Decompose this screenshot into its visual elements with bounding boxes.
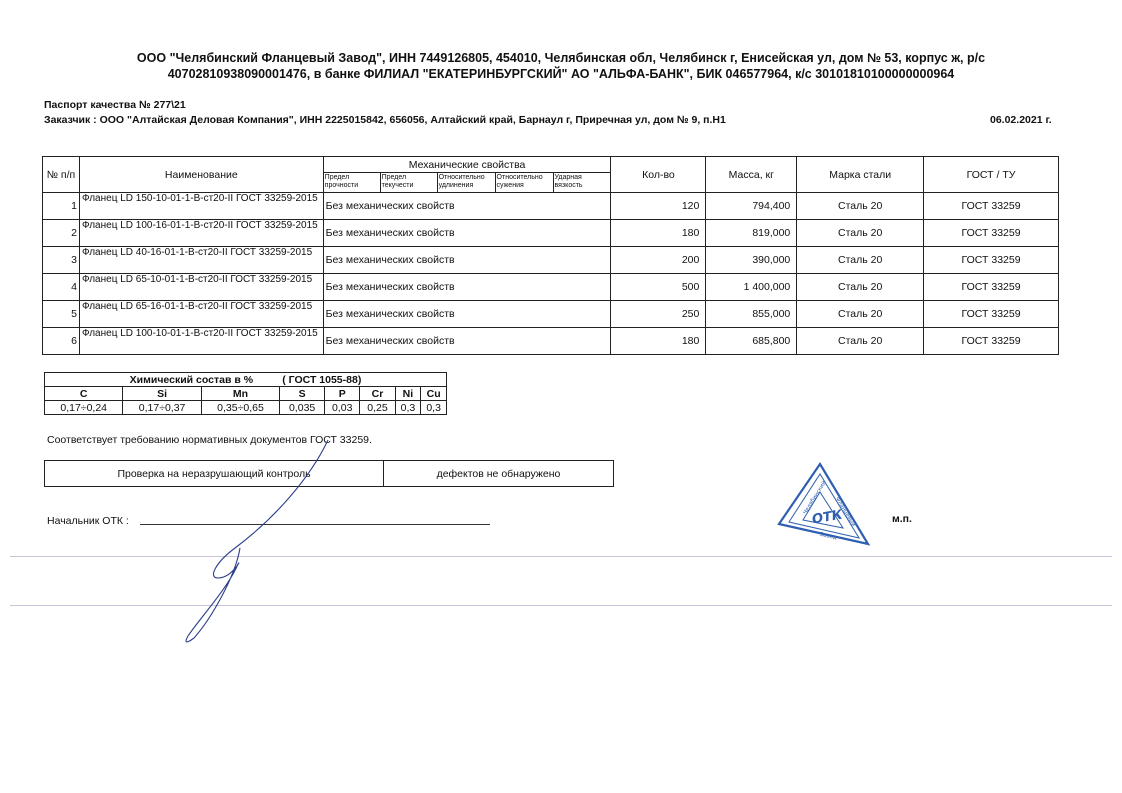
header-mech-sub: Предел текучести [380,173,437,193]
chief-label: Начальник ОТК : [47,515,129,527]
row-mass: 794,400 [706,193,797,220]
element-cr: Cr [360,387,395,401]
row-qty: 120 [611,193,706,220]
row-props: Без механических свойств [323,274,611,301]
row-qty: 180 [611,220,706,247]
row-num: 6 [43,328,80,355]
row-props: Без механических свойств [323,328,611,355]
row-props: Без механических свойств [323,220,611,247]
row-steel: Сталь 20 [797,328,924,355]
stamp-right-text: Фланцевый [833,496,857,528]
header-mech: Механические свойства [323,157,611,173]
header-mech-sub: Относительно удлинения [437,173,495,193]
value-p: 0,03 [325,401,360,415]
value-c: 0,17÷0,24 [45,401,123,415]
stamp-bottom-text: Завод [819,531,838,542]
header-mech-sub: Ударная вязкость [553,173,611,193]
row-gost: ГОСТ 33259 [924,328,1059,355]
row-steel: Сталь 20 [797,247,924,274]
chemistry-title: Химический состав в % ( ГОСТ 1055-88) [45,373,447,387]
element-cu: Cu [421,387,447,401]
row-mass: 685,800 [706,328,797,355]
header-steel: Марка стали [797,157,924,193]
row-props: Без механических свойств [323,193,611,220]
row-name: Фланец LD 100-10-01-1-В-ст20-II ГОСТ 33259-2015 [79,328,323,355]
row-gost: ГОСТ 33259 [924,274,1059,301]
row-gost: ГОСТ 33259 [924,220,1059,247]
row-props: Без механических свойств [323,301,611,328]
row-name: Фланец LD 40-16-01-1-В-ст20-II ГОСТ 33259-2015 [79,247,323,274]
value-ni: 0,3 [395,401,421,415]
row-steel: Сталь 20 [797,220,924,247]
otk-stamp [776,460,872,552]
row-steel: Сталь 20 [797,193,924,220]
header-name: Наименование [79,157,323,193]
row-name: Фланец LD 100-16-01-1-В-ст20-II ГОСТ 33259-2015 [79,220,323,247]
row-gost: ГОСТ 33259 [924,193,1059,220]
table-row [43,220,1059,247]
header-mech-sub: Предел прочности [323,173,380,193]
element-c: C [45,387,123,401]
row-name: Фланец LD 150-10-01-1-В-ст20-II ГОСТ 33259-2015 [79,193,323,220]
value-mn: 0,35÷0,65 [201,401,279,415]
stamp-place-label: м.п. [892,513,912,525]
ndt-result: дефектов не обнаружено [384,461,614,487]
table-row [43,328,1059,355]
row-qty: 500 [611,274,706,301]
header-num: № п/п [43,157,80,193]
divider-line [10,605,1112,606]
row-mass: 819,000 [706,220,797,247]
row-num: 1 [43,193,80,220]
row-qty: 200 [611,247,706,274]
row-props: Без механических свойств [323,247,611,274]
row-gost: ГОСТ 33259 [924,301,1059,328]
row-mass: 1 400,000 [706,274,797,301]
row-qty: 250 [611,301,706,328]
row-mass: 855,000 [706,301,797,328]
row-gost: ГОСТ 33259 [924,247,1059,274]
value-si: 0,17÷0,37 [123,401,201,415]
element-mn: Mn [201,387,279,401]
table-row [43,274,1059,301]
row-num: 3 [43,247,80,274]
table-row [43,301,1059,328]
stamp-center-text: ОТК [810,507,844,528]
table-row [43,247,1059,274]
document-date: 06.02.2021 г. [990,114,1052,126]
company-header [60,50,1062,82]
company-header-line1: ООО "Челябинский Фланцевый Завод", ИНН 7449126805, 454010, Челябинская обл, Челябинск г, Енисейская ул, дом № 53, корпус ж, р/с [136,51,986,65]
value-cu: 0,3 [421,401,447,415]
row-qty: 180 [611,328,706,355]
value-cr: 0,25 [360,401,395,415]
header-mass: Масса, кг [706,157,797,193]
table-row [43,193,1059,220]
chemistry-table [44,372,447,415]
row-num: 2 [43,220,80,247]
header-qty: Кол-во [611,157,706,193]
ndt-label: Проверка на неразрушающий контроль [45,461,384,487]
row-name: Фланец LD 65-16-01-1-В-ст20-II ГОСТ 33259-2015 [79,301,323,328]
row-name: Фланец LD 65-10-01-1-В-ст20-II ГОСТ 33259-2015 [79,274,323,301]
signature-scribble [180,438,340,663]
row-steel: Сталь 20 [797,301,924,328]
stamp-left-text: Челябинский [802,480,828,516]
header-gost: ГОСТ / ТУ [924,157,1059,193]
divider-line [10,556,1112,557]
header-mech-sub: Относительно сужения [495,173,553,193]
conformity-statement: Соответствует требованию нормативных документов ГОСТ 33259. [47,434,372,446]
passport-number: Паспорт качества № 277\21 [44,99,186,111]
customer-info: Заказчик : ООО "Алтайская Деловая Компания", ИНН 2225015842, 656056, Алтайский край, Барнаул г, Приречная ул, дом № 9, п.Н1 [44,114,726,126]
element-si: Si [123,387,201,401]
value-s: 0,035 [280,401,325,415]
row-num: 5 [43,301,80,328]
row-mass: 390,000 [706,247,797,274]
row-num: 4 [43,274,80,301]
element-ni: Ni [395,387,421,401]
row-steel: Сталь 20 [797,274,924,301]
products-table [42,156,1059,355]
company-header-line2: 40702810938090001476, в банке ФИЛИАЛ "ЕКАТЕРИНБУРГСКИЙ" АО "АЛЬФА-БАНК", БИК 046577964, к/с 30101810100000000964 [167,67,955,81]
element-p: P [325,387,360,401]
element-s: S [280,387,325,401]
